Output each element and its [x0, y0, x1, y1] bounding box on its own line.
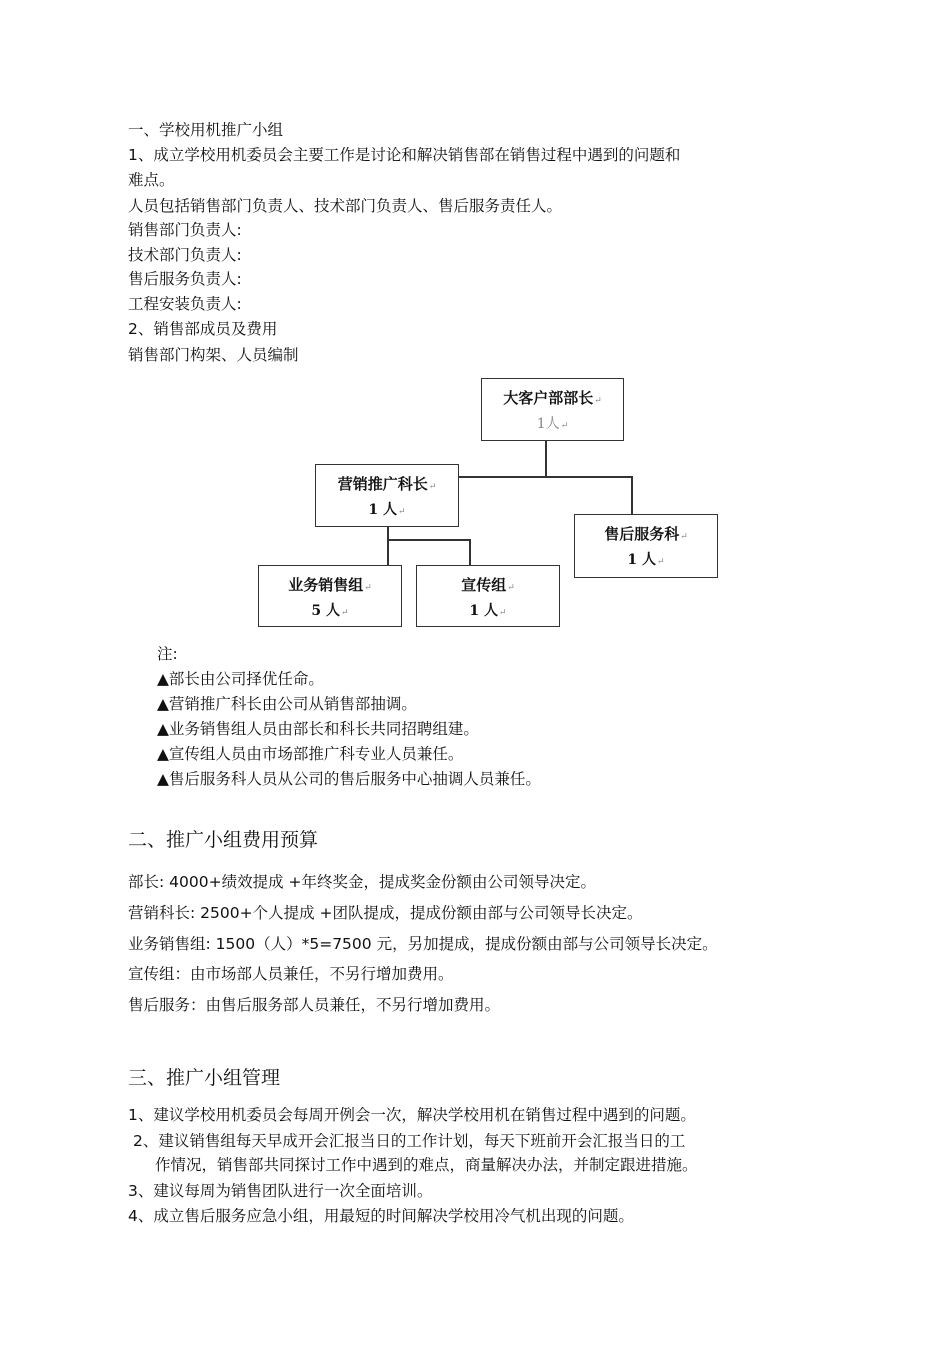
section1-para3: 2、销售部成员及费用	[128, 320, 278, 338]
section3-title: 三、推广小组管理	[128, 1067, 281, 1089]
note-item: ▲宣传组人员由市场部推广科专业人员兼任。	[157, 745, 464, 763]
role-sales-head: 销售部门负责人:	[128, 221, 242, 239]
org-node-title: 宣传组	[461, 576, 507, 594]
org-connector	[387, 539, 470, 541]
return-mark: ↵	[499, 608, 507, 618]
org-node-sales-team	[258, 565, 402, 627]
section1-para1-line2: 难点。	[128, 171, 175, 189]
role-install-head: 工程安装负责人:	[128, 295, 242, 313]
section1-para1-line1: 1、成立学校用机委员会主要工作是讨论和解决销售部在销售过程中遇到的问题和	[128, 146, 681, 164]
budget-line: 业务销售组: 1500（人）*5=7500 元，另加提成，提成份额由部与公司领导长决定。	[128, 935, 718, 953]
org-node-title: 售后服务科	[604, 525, 680, 543]
note-item: ▲营销推广科长由公司从销售部抽调。	[157, 695, 417, 713]
return-mark: ↵	[507, 583, 515, 593]
management-item-2-line2: 作情况，销售部共同探讨工作中遇到的难点，商量解决办法，并制定跟进措施。	[155, 1156, 698, 1174]
section1-para4: 销售部门构架、人员编制	[128, 346, 299, 364]
note-item: ▲部长由公司择优任命。	[157, 670, 324, 688]
org-node-title: 大客户部部长	[503, 389, 594, 407]
role-tech-head: 技术部门负责人:	[128, 246, 242, 264]
org-connector	[469, 539, 471, 566]
management-item-4: 4、成立售后服务应急小组，用最短的时间解决学校用冷气机出现的问题。	[128, 1207, 634, 1225]
return-mark: ↵	[428, 482, 437, 492]
return-mark: ↵	[364, 583, 372, 593]
return-mark: ↵	[560, 421, 569, 431]
org-node-count: 1 人	[469, 603, 499, 619]
org-connector	[458, 476, 632, 478]
org-node-title: 营销推广科长	[337, 475, 428, 493]
org-connector	[387, 526, 389, 566]
note-item: ▲业务销售组人员由部长和科长共同招聘组建。	[157, 720, 479, 738]
management-item-3: 3、建议每周为销售团队进行一次全面培训。	[128, 1182, 433, 1200]
return-mark: ↵	[341, 608, 349, 618]
section2-title: 二、推广小组费用预算	[128, 829, 319, 851]
org-node-count: 1人	[536, 416, 560, 432]
budget-line: 宣传组：由市场部人员兼任，不另行增加费用。	[128, 965, 454, 983]
return-mark: ↵	[594, 396, 602, 406]
org-node-count: 1 人	[368, 502, 398, 518]
org-node-title: 业务销售组	[288, 576, 364, 594]
org-node-major-accounts-director	[481, 378, 624, 441]
return-mark: ↵	[398, 507, 406, 517]
org-node-after-sales	[574, 514, 718, 578]
section1-title: 一、学校用机推广小组	[128, 121, 284, 139]
note-item: ▲售后服务科人员从公司的售后服务中心抽调人员兼任。	[157, 770, 541, 788]
section1-para2: 人员包括销售部门负责人、技术部门负责人、售后服务责任人。	[128, 197, 563, 215]
org-node-marketing-chief	[315, 464, 459, 527]
org-node-publicity-team	[416, 565, 560, 627]
management-item-2-line1: 2、建议销售组每天早成开会汇报当日的工作计划，每天下班前开会汇报当日的工	[133, 1132, 686, 1150]
org-connector	[631, 476, 633, 515]
budget-line: 部长: 4000+绩效提成 +年终奖金，提成奖金份额由公司领导决定。	[128, 873, 596, 891]
org-node-count: 5 人	[311, 603, 341, 619]
org-node-count: 1 人	[627, 552, 657, 568]
org-connector	[545, 440, 547, 478]
notes-label: 注:	[157, 645, 178, 663]
budget-line: 售后服务：由售后服务部人员兼任，不另行增加费用。	[128, 996, 501, 1014]
return-mark: ↵	[680, 532, 688, 542]
return-mark: ↵	[657, 557, 665, 567]
role-service-head: 售后服务负责人:	[128, 270, 242, 288]
budget-line: 营销科长: 2500+个人提成 +团队提成，提成份额由部与公司领导长决定。	[128, 904, 643, 922]
management-item-1: 1、建议学校用机委员会每周开例会一次，解决学校用机在销售过程中遇到的问题。	[128, 1106, 696, 1124]
